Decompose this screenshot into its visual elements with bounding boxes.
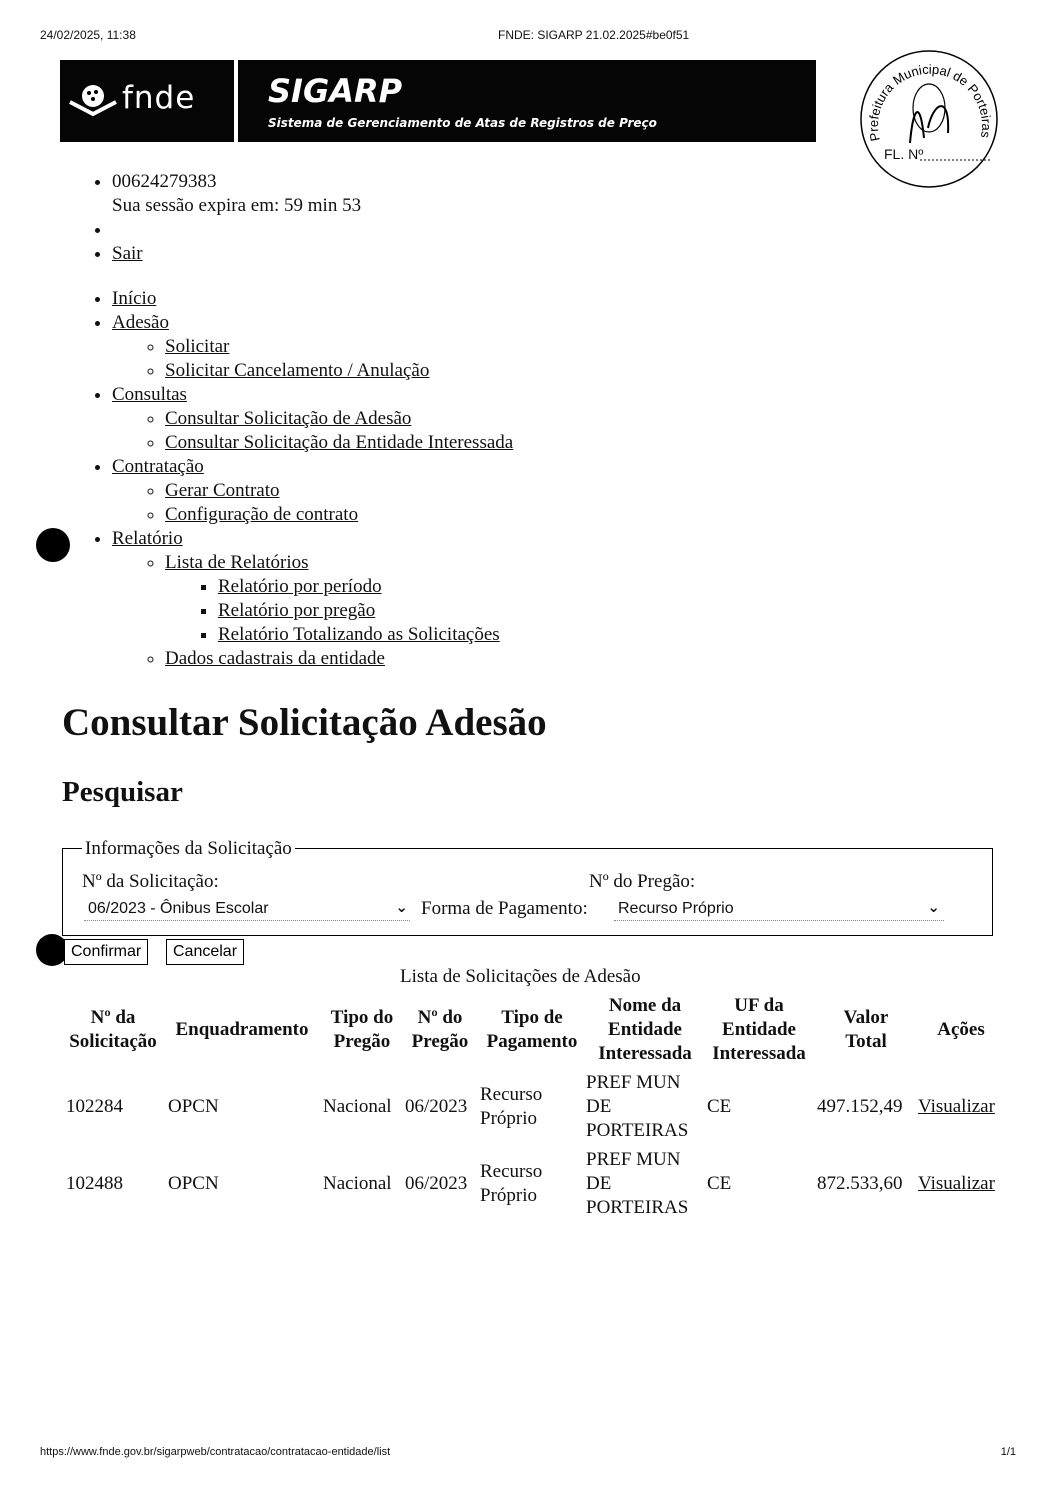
nav-link-inicio[interactable]: Início <box>112 288 157 309</box>
nav-item-rel-periodo <box>218 575 513 599</box>
chevron-down-icon: ⌄ <box>395 898 408 916</box>
fnde-logo-text: fnde <box>122 80 196 116</box>
pregao-select-value: 06/2023 - Ônibus Escolar <box>88 900 269 917</box>
nav-link-gerar-contrato[interactable]: Gerar Contrato <box>165 480 280 501</box>
confirm-button[interactable]: Confirmar <box>64 939 148 965</box>
section-title: Pesquisar <box>62 776 183 808</box>
nav-link-adesao[interactable]: Adesão <box>112 312 169 333</box>
user-id: 00624279383 <box>112 171 217 192</box>
user-menu <box>112 170 361 266</box>
nav-item-solicitar-cancelamento <box>165 359 513 383</box>
pagamento-select[interactable] <box>614 898 944 921</box>
cell-entidade: PREF MUN DE PORTEIRAS <box>586 1149 689 1218</box>
nav-item-solicitar <box>165 335 513 359</box>
nav-link-rel-pregao[interactable]: Relatório por pregão <box>218 600 376 621</box>
header-valor: Valor Total <box>843 1007 889 1052</box>
nav-item-dados-cadastrais <box>165 647 513 671</box>
fnde-logo-icon <box>66 80 120 120</box>
nav-item-rel-pregao <box>218 599 513 623</box>
punch-hole-mark <box>36 528 70 562</box>
cell-solicitacao: 102284 <box>66 1096 123 1117</box>
solicitacao-label: Nº da Solicitação: <box>82 871 219 892</box>
cell-enquadramento: OPCN <box>168 1173 219 1194</box>
sigarp-banner <box>60 60 816 142</box>
cell-entidade: PREF MUN DE PORTEIRAS <box>586 1072 689 1141</box>
nav-item-relatorio <box>112 527 513 671</box>
cell-uf: CE <box>707 1096 732 1117</box>
main-nav <box>112 287 513 671</box>
print-footer <box>40 1446 1016 1466</box>
nav-item-consultas <box>112 383 513 455</box>
pregao-select[interactable] <box>84 898 410 921</box>
logout-link[interactable]: Sair <box>112 243 143 264</box>
table-caption: Lista de Solicitações de Adesão <box>400 966 641 987</box>
nav-item-inicio <box>112 287 513 311</box>
cancel-button[interactable]: Cancelar <box>166 939 244 965</box>
cell-num-pregao: 06/2023 <box>405 1173 468 1194</box>
nav-link-config-contrato[interactable]: Configuração de contrato <box>165 504 359 525</box>
nav-link-lista-relatorios[interactable]: Lista de Relatórios <box>165 552 309 573</box>
nav-item-lista-relatorios <box>165 551 513 647</box>
system-subtitle: Sistema de Gerenciamento de Atas de Registros de Preço <box>268 116 657 130</box>
nav-link-dados-cadastrais[interactable]: Dados cadastrais da entidade <box>165 648 385 669</box>
cell-tipo-pregao: Nacional <box>323 1096 392 1117</box>
fieldset-legend: Informações da Solicitação <box>82 838 295 860</box>
logout-item <box>112 242 361 266</box>
pregao-label: Nº do Pregão: <box>589 871 696 892</box>
nav-item-adesao <box>112 311 513 383</box>
nav-link-rel-totalizando[interactable]: Relatório Totalizando as Solicitações <box>218 624 500 645</box>
nav-link-consultar-entidade[interactable]: Consultar Solicitação da Entidade Interessada <box>165 432 514 453</box>
print-datetime: 24/02/2025, 11:38 <box>40 28 136 42</box>
view-link[interactable]: Visualizar <box>918 1096 995 1117</box>
cell-num-pregao: 06/2023 <box>405 1096 468 1117</box>
nav-link-rel-periodo[interactable]: Relatório por período <box>218 576 382 597</box>
stamp-fl-label: FL. Nº <box>884 146 924 162</box>
cell-tipo-pagamento: Recurso Próprio <box>480 1084 543 1129</box>
cell-solicitacao: 102488 <box>66 1173 123 1194</box>
nav-link-solicitar-cancelamento[interactable]: Solicitar Cancelamento / Anulação <box>165 360 430 381</box>
page-title: Consultar Solicitação Adesão <box>62 701 547 744</box>
header-num-pregao: Nº do Pregão <box>411 1007 469 1052</box>
nav-item-consultar-entidade <box>165 431 513 455</box>
system-title: SIGARP <box>268 72 403 110</box>
municipal-stamp <box>858 48 1000 190</box>
fnde-logo[interactable] <box>60 60 238 142</box>
pagamento-select-value: Recurso Próprio <box>618 900 734 917</box>
cell-valor: 497.152,49 <box>817 1096 903 1117</box>
pagamento-label: Forma de Pagamento: <box>421 898 588 919</box>
nav-item-gerar-contrato <box>165 479 513 503</box>
nav-link-contratacao[interactable]: Contratação <box>112 456 204 477</box>
nav-link-relatorio[interactable]: Relatório <box>112 528 183 549</box>
nav-link-consultas[interactable]: Consultas <box>112 384 187 405</box>
svg-text:Prefeitura Municipal de Portei <box>866 62 994 143</box>
header-tipo-pregao: Tipo do Pregão <box>330 1007 394 1052</box>
header-enquadramento: Enquadramento <box>175 1019 309 1040</box>
print-url: https://www.fnde.gov.br/sigarpweb/contratacao/contratacao-entidade/list <box>40 1446 391 1458</box>
session-timer: Sua sessão expira em: 59 min 53 <box>112 195 362 216</box>
user-empty-item <box>112 218 361 242</box>
nav-link-consultar-adesao[interactable]: Consultar Solicitação de Adesão <box>165 408 412 429</box>
cell-tipo-pregao: Nacional <box>323 1173 392 1194</box>
nav-item-rel-totalizando <box>218 623 513 647</box>
print-header <box>40 24 1018 44</box>
nav-link-solicitar[interactable]: Solicitar <box>165 336 230 357</box>
header-tipo-pagamento: Tipo de Pagamento <box>486 1007 578 1052</box>
stamp-text: Prefeitura Municipal de Porteiras <box>865 61 995 143</box>
header-acoes: Ações <box>937 1019 985 1040</box>
print-page-number: 1/1 <box>1000 1446 1016 1458</box>
header-entidade: Nome da Entidade Interessada <box>598 995 692 1064</box>
cell-valor: 872.533,60 <box>817 1173 903 1194</box>
header-solicitacao: Nº da Solicitação <box>69 1007 157 1052</box>
cell-tipo-pagamento: Recurso Próprio <box>480 1161 543 1206</box>
chevron-down-icon: ⌄ <box>927 898 940 916</box>
nav-item-config-contrato <box>165 503 513 527</box>
header-uf: UF da Entidade Interessada <box>712 995 806 1064</box>
cell-uf: CE <box>707 1173 732 1194</box>
print-title: FNDE: SIGARP 21.02.2025#be0f51 <box>498 28 690 42</box>
cell-enquadramento: OPCN <box>168 1096 219 1117</box>
nav-item-contratacao <box>112 455 513 527</box>
view-link[interactable]: Visualizar <box>918 1173 995 1194</box>
user-info <box>112 170 361 218</box>
nav-item-consultar-adesao <box>165 407 513 431</box>
